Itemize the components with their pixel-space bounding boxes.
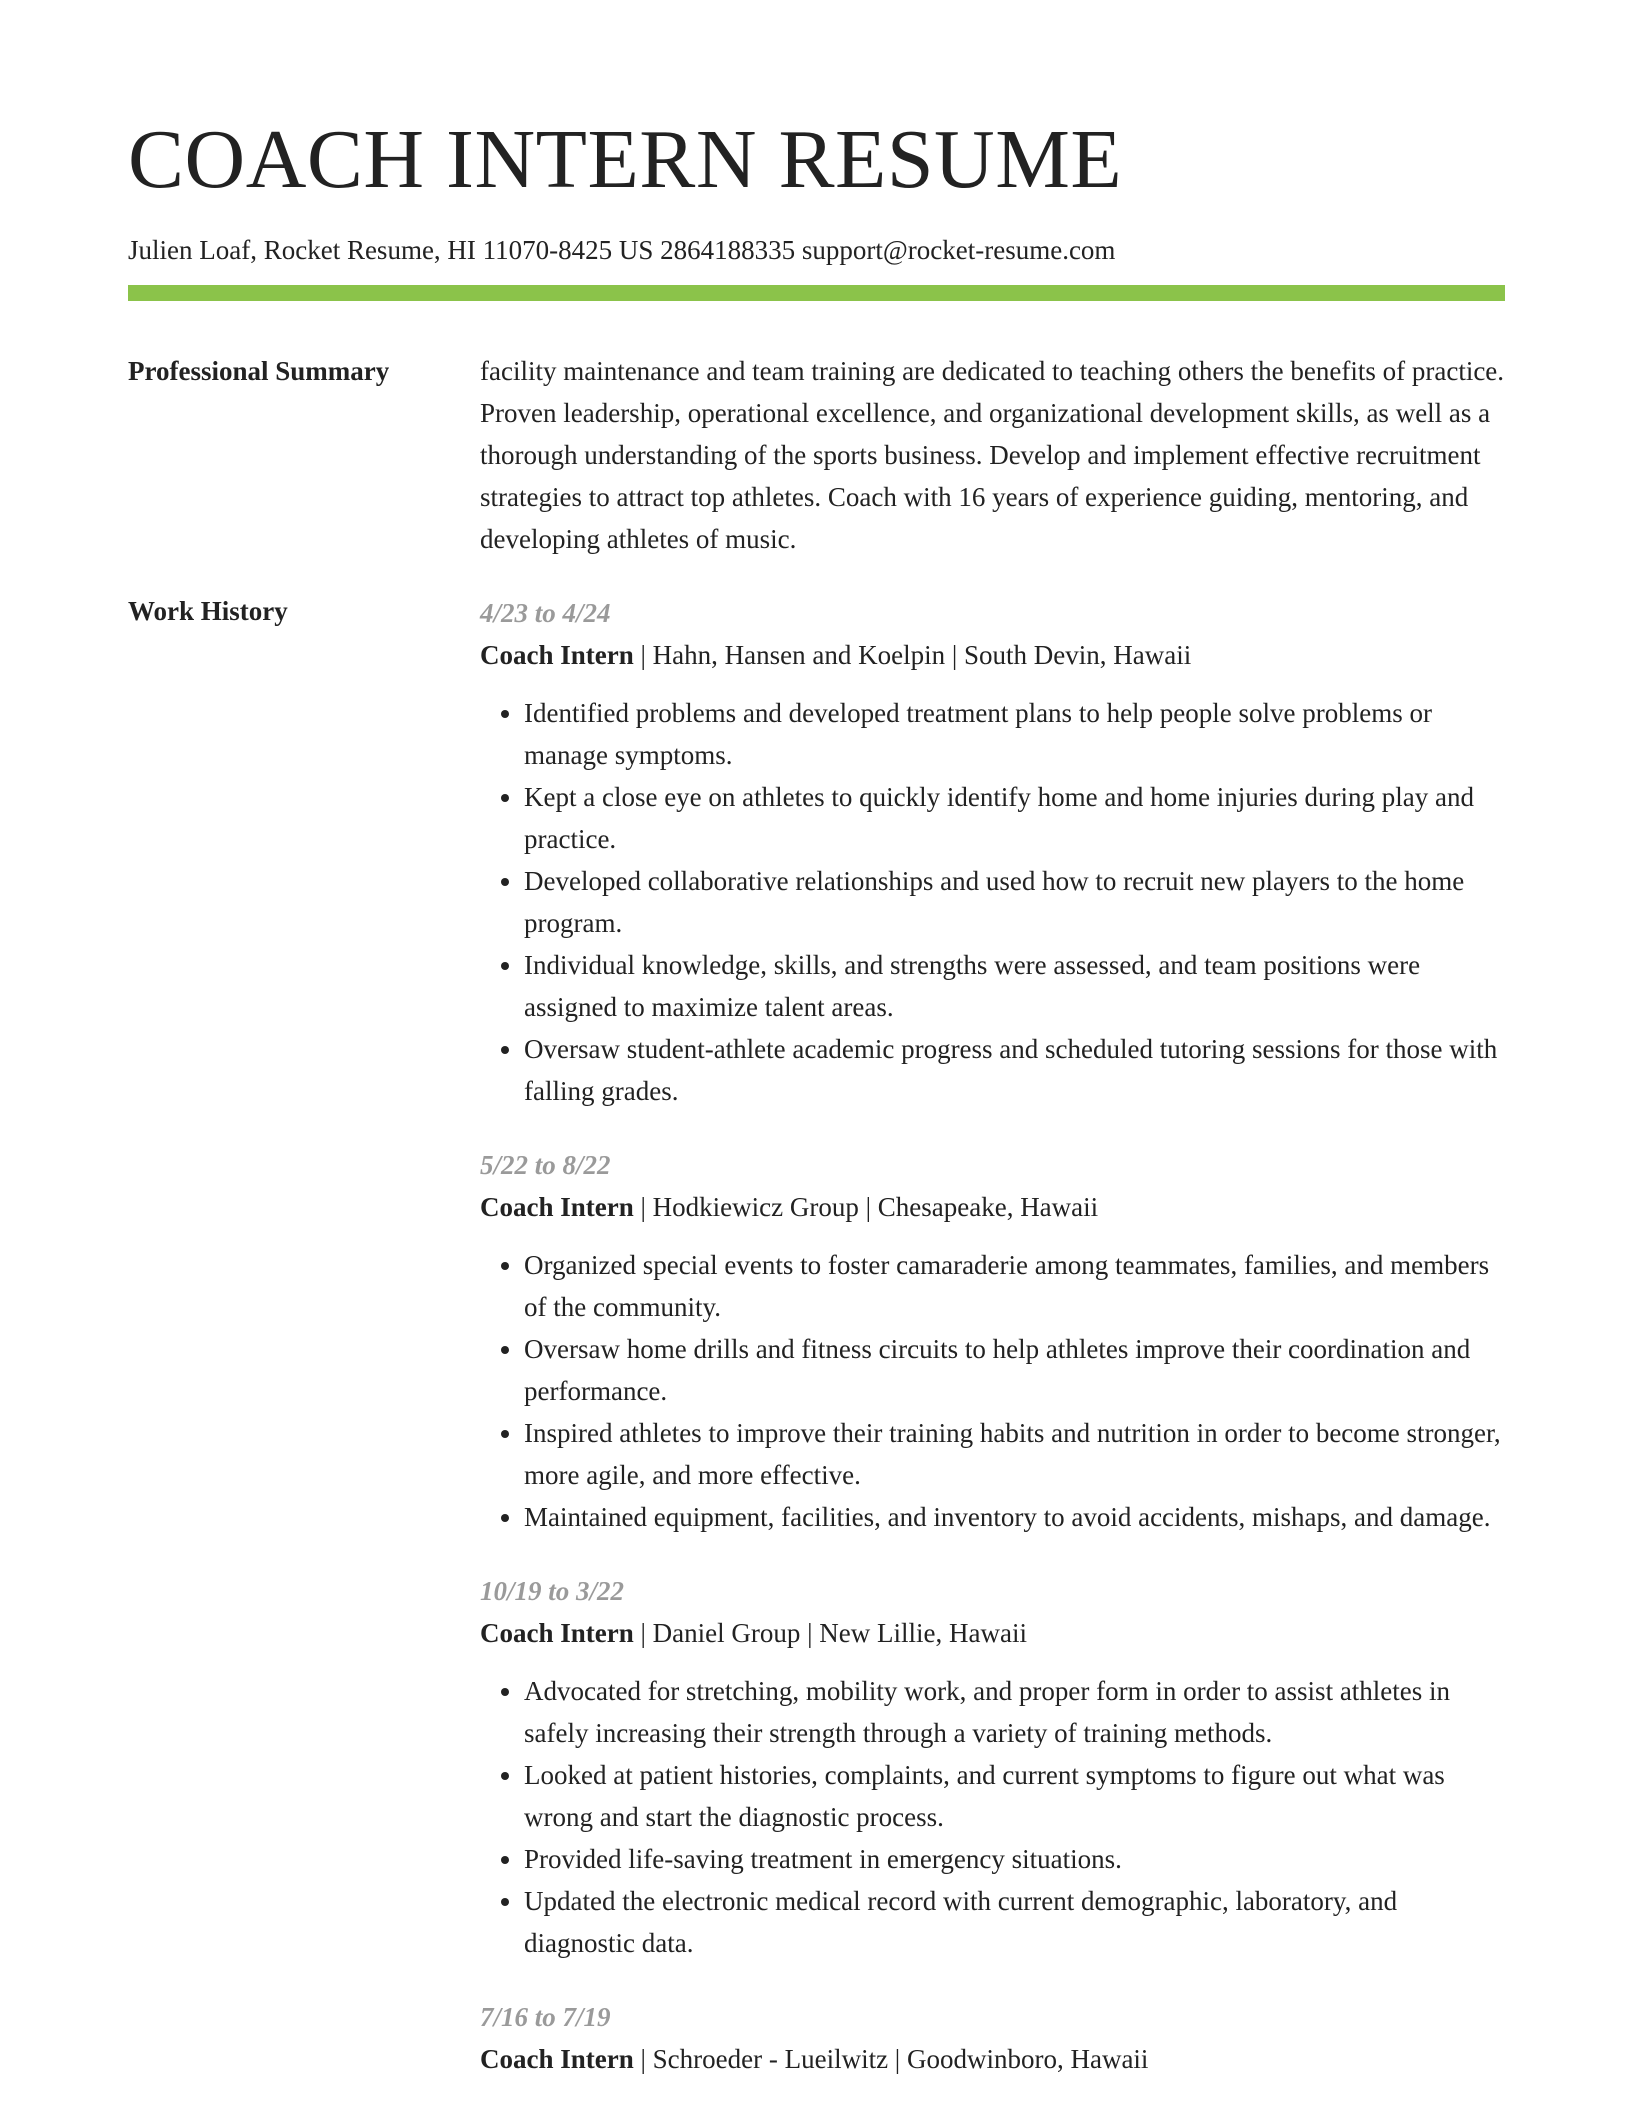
work-history-list <box>480 592 1505 2112</box>
job-employer-location: | Schroeder - Lueilwitz | Goodwinboro, Hawaii <box>633 2044 1149 2074</box>
duty-item: • Provided life-saving treatment in emergency situations. <box>524 1838 1505 1880</box>
job-entry <box>480 1144 1505 1538</box>
accent-divider <box>128 285 1505 301</box>
job-entry <box>480 1996 1505 2080</box>
job-title: Coach Intern <box>480 1618 634 1648</box>
job-dates: 4/23 to 4/24 <box>480 598 611 628</box>
job-duties <box>480 1244 1505 1538</box>
duty-item: • Inspired athletes to improve their training habits and nutrition in order to become stronger, more agile, and more effective. <box>524 1412 1505 1496</box>
job-title: Coach Intern <box>480 1192 634 1222</box>
duty-item: • Kept a close eye on athletes to quickly identify home and home injuries during play and practice. <box>524 776 1505 860</box>
job-title: Coach Intern <box>480 2044 634 2074</box>
job-employer-location: | Hodkiewicz Group | Chesapeake, Hawaii <box>633 1192 1099 1222</box>
job-title: Coach Intern <box>480 640 634 670</box>
job-header <box>480 634 1505 676</box>
contact-line: Julien Loaf, Rocket Resume, HI 11070-8425 US 2864188335 support@rocket-resume.com <box>128 235 1116 265</box>
job-dates: 7/16 to 7/19 <box>480 2002 611 2032</box>
job-header <box>480 2038 1505 2080</box>
resume-title: COACH INTERN RESUME <box>128 113 1123 206</box>
job-header <box>480 1186 1505 1228</box>
work-history-heading: Work History <box>128 596 288 626</box>
duty-item: • Developed collaborative relationships and used how to recruit new players to the home program. <box>524 860 1505 944</box>
job-employer-location: | Daniel Group | New Lillie, Hawaii <box>633 1618 1027 1648</box>
job-duties <box>480 692 1505 1112</box>
duty-item: • Identified problems and developed treatment plans to help people solve problems or manage symptoms. <box>524 692 1505 776</box>
summary-text: facility maintenance and team training are dedicated to teaching others the benefits of practice. Proven leadership, operational excellence, and organizational development skills, as well as a thorough understanding of the sports business. Develop and implement effective recruitment strategies to attract top athletes. Coach with 16 years of experience guiding, mentoring, and developing athletes of music. <box>480 356 1505 554</box>
job-entry <box>480 592 1505 1112</box>
job-entry <box>480 1570 1505 1964</box>
duty-item: • Oversaw student-athlete academic progress and scheduled tutoring sessions for those with falling grades. <box>524 1028 1505 1112</box>
job-duties <box>480 1670 1505 1964</box>
duty-item: • Maintained equipment, facilities, and inventory to avoid accidents, mishaps, and damage. <box>524 1496 1505 1538</box>
duty-item: • Organized special events to foster camaraderie among teammates, families, and members of the community. <box>524 1244 1505 1328</box>
duty-item: • Looked at patient histories, complaints, and current symptoms to figure out what was wrong and start the diagnostic process. <box>524 1754 1505 1838</box>
duty-item: • Individual knowledge, skills, and strengths were assessed, and team positions were assigned to maximize talent areas. <box>524 944 1505 1028</box>
summary-heading: Professional Summary <box>128 356 390 386</box>
duty-item: • Advocated for stretching, mobility work, and proper form in order to assist athletes in safely increasing their strength through a variety of training methods. <box>524 1670 1505 1754</box>
job-dates: 10/19 to 3/22 <box>480 1576 625 1606</box>
job-employer-location: | Hahn, Hansen and Koelpin | South Devin, Hawaii <box>633 640 1192 670</box>
job-header <box>480 1612 1505 1654</box>
job-dates: 5/22 to 8/22 <box>480 1150 611 1180</box>
duty-item: • Updated the electronic medical record with current demographic, laboratory, and diagnostic data. <box>524 1880 1505 1964</box>
duty-item: • Oversaw home drills and fitness circuits to help athletes improve their coordination and performance. <box>524 1328 1505 1412</box>
